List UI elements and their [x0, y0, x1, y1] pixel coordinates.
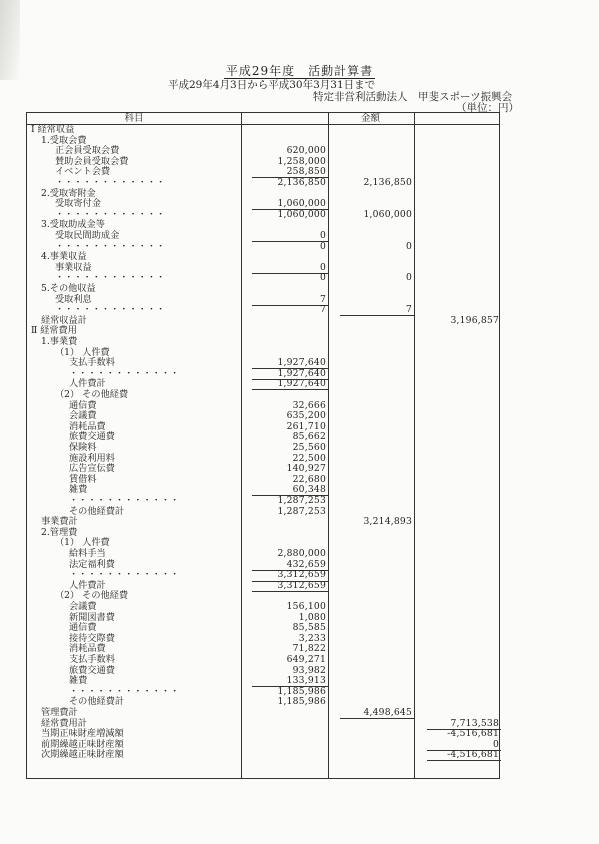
row-label: （1） 人件費: [55, 537, 110, 549]
amount-cell: 3,312,659: [277, 569, 326, 581]
table-row: [27, 496, 501, 507]
period-text: 平成29年4月3日から平成30年3月31日まで: [168, 79, 376, 91]
row-label: （2） その他経費: [55, 590, 129, 602]
row-label: 受取利息: [55, 293, 92, 305]
amount-cell: 0: [492, 738, 499, 750]
column-header-item: 科目: [124, 113, 144, 124]
row-label: 当期正味財産増減額: [41, 728, 124, 740]
row-label: 賃借料: [69, 473, 97, 485]
table-row: [27, 666, 501, 677]
table-row: [27, 602, 501, 613]
amount-cell: 85,585: [292, 622, 326, 634]
amount-cell: 635,200: [286, 410, 326, 422]
row-label: 正会員受取会費: [55, 145, 120, 157]
amount-cell: 261,710: [286, 420, 326, 432]
row-label: （2） その他経費: [55, 389, 129, 400]
row-label: 法定福利費: [69, 558, 115, 570]
row-label: 人件費計: [69, 378, 106, 390]
amount-cell: 1,060,000: [277, 198, 326, 210]
row-label: 5.その他収益: [41, 283, 96, 294]
amount-cell: 1,927,640: [277, 378, 326, 390]
row-label: ・・・・・・・・・・・・: [55, 208, 166, 220]
row-label: ・・・・・・・・・・・・: [55, 304, 166, 316]
amount-cell: 60,348: [292, 484, 326, 496]
row-label: ・・・・・・・・・・・・: [55, 240, 166, 252]
row-label: 保険料: [69, 442, 97, 453]
amount-cell: 7: [319, 304, 326, 316]
table-row: [27, 697, 501, 708]
row-label: 経常費用計: [41, 717, 87, 729]
row-label: ・・・・・・・・・・・・: [55, 177, 166, 188]
organization-name: 特定非営利活動法人 甲斐スポーツ振興会: [313, 91, 513, 103]
amount-cell: 3,214,893: [363, 516, 412, 528]
row-label: 支払手数料: [69, 357, 115, 369]
amount-cell: -4,516,681: [447, 728, 499, 740]
amount-cell: 2,136,850: [277, 177, 326, 188]
row-label: 事業費計: [41, 516, 78, 528]
row-label: 新聞図書費: [69, 611, 115, 623]
table-row: [27, 231, 501, 242]
row-label: 管理費計: [41, 707, 78, 718]
table-row: [27, 655, 501, 666]
amount-cell: 22,680: [292, 473, 326, 485]
table-row: [27, 475, 501, 486]
table-row: [27, 273, 501, 284]
row-label: （1） 人件費: [55, 346, 110, 358]
row-label: 4.事業収益: [41, 251, 87, 263]
row-label: ・・・・・・・・・・・・: [55, 272, 166, 284]
amount-cell: -4,516,681: [447, 749, 499, 761]
amount-cell: 2,880,000: [277, 548, 326, 559]
row-label: その他経費計: [69, 696, 125, 708]
row-label: 通信費: [69, 399, 97, 411]
row-label: 雑費: [69, 484, 88, 496]
table-row: [27, 252, 501, 263]
row-label: ・・・・・・・・・・・・: [69, 495, 180, 506]
table-row: [27, 464, 501, 475]
row-label: 広告宣伝費: [69, 463, 115, 475]
row-label: Ⅰ 経常収益: [31, 124, 75, 135]
amount-cell: 85,662: [292, 431, 326, 443]
row-label: 次期繰越正味財産額: [41, 749, 124, 761]
table-row: [27, 178, 501, 189]
row-label: 旅費交通費: [69, 664, 115, 676]
row-label: イベント会費: [55, 166, 111, 178]
row-label: 賛助会員受取会費: [55, 155, 129, 167]
amount-cell: 1,287,253: [277, 495, 326, 506]
amount-cell: 0: [319, 261, 326, 273]
row-label: 旅費交通費: [69, 431, 115, 443]
table-row: [27, 507, 501, 518]
amount-cell: 32,666: [292, 399, 326, 411]
table-row: [27, 242, 501, 253]
amount-cell: 2,136,850: [363, 177, 412, 188]
table-row: [27, 316, 501, 327]
amount-cell: 3,312,659: [277, 579, 326, 591]
amount-cell: 133,913: [286, 675, 326, 687]
row-label: 施設利用料: [69, 452, 115, 464]
row-label: 3.受取助成金等: [41, 219, 105, 231]
row-label: 支払手数料: [69, 654, 115, 665]
table-row: [27, 284, 501, 295]
amount-cell: 0: [405, 240, 412, 252]
table-row: [27, 708, 501, 719]
row-label: 消耗品費: [69, 643, 106, 655]
amount-cell: 0: [319, 272, 326, 284]
amount-cell: 0: [319, 240, 326, 252]
amount-cell: 0: [319, 230, 326, 241]
amount-cell: 93,982: [292, 664, 326, 676]
table-row: [27, 517, 501, 528]
amount-cell: 1,080: [298, 611, 326, 623]
amount-cell: 1,287,253: [277, 505, 326, 517]
amount-cell: 7: [405, 304, 412, 316]
row-label: 2.受取寄附金: [41, 187, 96, 199]
table-row: [27, 613, 501, 624]
row-label: 人件費計: [69, 579, 106, 591]
table-row: [27, 326, 501, 337]
row-label: 接待交際費: [69, 632, 115, 644]
amount-cell: 7: [319, 293, 326, 305]
column-header-amount: 金額: [360, 113, 380, 124]
amount-cell: 649,271: [286, 654, 326, 665]
amount-cell: 0: [405, 272, 412, 284]
amount-cell: 1,927,640: [277, 357, 326, 369]
row-label: 1.事業費: [41, 336, 78, 347]
row-label: 給料手当: [69, 548, 106, 559]
row-label: 消耗品費: [69, 420, 106, 432]
amount-cell: 1,060,000: [363, 208, 412, 220]
amount-cell: 7,713,538: [450, 717, 499, 729]
statement-table: [26, 112, 500, 779]
row-label: 受取寄付金: [55, 198, 101, 210]
amount-cell: 140,927: [286, 463, 326, 475]
amount-cell: 1,185,986: [277, 696, 326, 708]
row-label: 事業収益: [55, 261, 92, 273]
table-row: [27, 591, 501, 602]
unit-label: （単位：円）: [456, 102, 519, 114]
row-label: 会議費: [69, 601, 97, 612]
table-row: [27, 337, 501, 348]
table-row: [27, 750, 501, 761]
amount-cell: 620,000: [286, 145, 326, 157]
table-row: [27, 305, 501, 316]
table-row: [27, 125, 501, 136]
table-row: [27, 401, 501, 412]
sum-rule-line: [252, 581, 328, 582]
amount-cell: 3,233: [298, 632, 326, 644]
sum-rule-line: [252, 379, 328, 380]
row-label: Ⅱ 経常費用: [31, 325, 77, 337]
amount-cell: 71,822: [292, 643, 326, 655]
row-label: ・・・・・・・・・・・・: [69, 685, 180, 697]
row-label: ・・・・・・・・・・・・: [69, 569, 180, 581]
amount-cell: 1,185,986: [277, 685, 326, 697]
amount-cell: 258,850: [286, 166, 326, 178]
amount-cell: 156,100: [286, 601, 326, 612]
amount-cell: 3,196,857: [450, 314, 499, 326]
amount-cell: 25,560: [292, 442, 326, 453]
table-row: [27, 432, 501, 443]
table-row: [27, 549, 501, 560]
document-title-text: 平成29年度 活動計算書: [225, 64, 374, 78]
amount-cell: 432,659: [286, 558, 326, 570]
row-label: 受取民間助成金: [55, 230, 120, 241]
amount-cell: 1,927,640: [277, 367, 326, 379]
amount-cell: 1,060,000: [277, 208, 326, 220]
row-label: 前期繰越正味財産額: [41, 738, 124, 750]
row-label: 経常収益計: [41, 314, 87, 326]
row-label: ・・・・・・・・・・・・: [69, 367, 180, 379]
row-label: 通信費: [69, 622, 97, 634]
row-label: 会議費: [69, 410, 97, 422]
amount-cell: 22,500: [292, 452, 326, 464]
row-label: 2.管理費: [41, 526, 78, 538]
amount-cell: 1,258,000: [277, 155, 326, 167]
sum-rule-line: [427, 760, 501, 761]
row-label: その他経費計: [69, 505, 125, 517]
row-label: 雑費: [69, 675, 88, 687]
row-label: 1.受取会費: [41, 134, 87, 146]
amount-cell: 4,498,645: [363, 707, 412, 718]
table-row: [27, 443, 501, 454]
table-row: [27, 390, 501, 401]
